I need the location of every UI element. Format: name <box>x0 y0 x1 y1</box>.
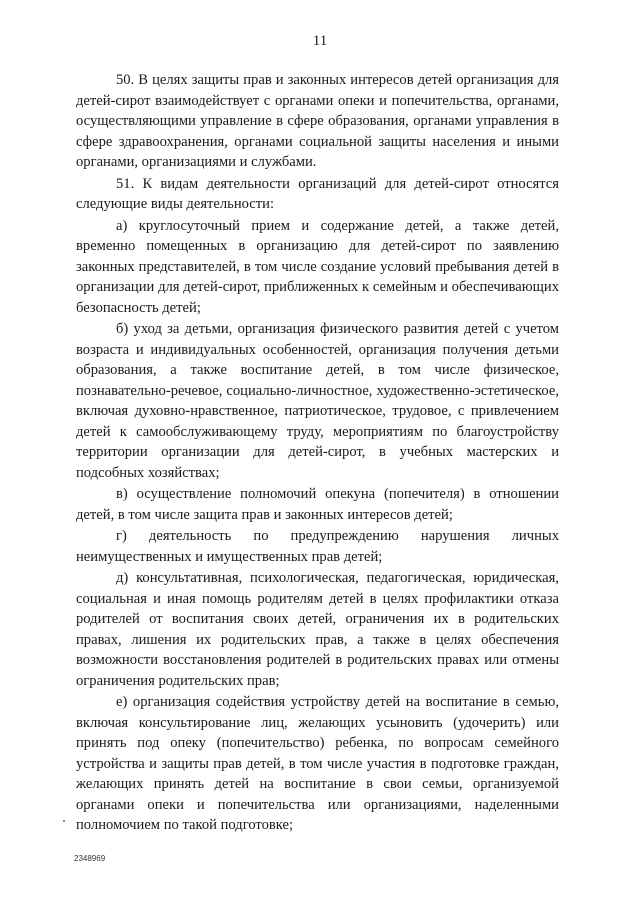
paragraph-51: 51. К видам деятельности организаций для детей-сирот относятся следующие виды деятельности: <box>76 175 559 212</box>
paragraph-51-d: д) консультативная, психологическая, педагогическая, юридическая, социальная и иная помощь родителям детей в целях профилактики отказа родителей от воспитания своих детей, ограничения их в родительских правах, лишения их родительских прав, а также в целях обеспечения возможности восстановления родителей в родительских правах или отмены ограничения родительских прав; <box>76 570 559 689</box>
document-code: 2348969 <box>74 854 106 863</box>
paragraph-51-e: е) организация содействия устройству детей на воспитание в семью, включая консультирование лиц, желающих усыновить (удочерить) или принять под опеку (попечительство) ребенка, по вопросам семейного устройства и защиты прав детей, в том числе участия в подготовке граждан, желающих принять детей на воспитание в свои семьи, организуемой органами опеки и попечительства или организациями, наделенными полномочием по такой подготовке; <box>76 694 559 833</box>
paragraph-51-v: в) осуществление полномочий опекуна (попечителя) в отношении детей, в том числе защита прав и законных интересов детей; <box>76 486 559 523</box>
page-number: 11 <box>312 33 328 49</box>
paragraph-51-b: б) уход за детьми, организация физического развития детей с учетом возраста и индивидуальных особенностей, организация получения детьми образования, а также воспитание детей, в том числе физическое, познавательно-речевое, социально-личностное, художественно-эстетическое, включая духовно-нравственное, патриотическое, трудовое, с привлечением детей к самообслуживающему труду, мероприятиям по благоустройству территории организации для детей-сирот, в учебных мастерских и подсобных хозяйствах; <box>76 321 559 481</box>
paragraph-51-a: а) круглосуточный прием и содержание детей, а также детей, временно помещенных в организацию для детей-сирот по заявлению законных представителей, в том числе создание условий пребывания детей в организации для детей-сирот, приближенных к семейным и обеспечивающих безопасность детей; <box>76 217 559 316</box>
scan-speck <box>63 820 65 822</box>
paragraph-50: 50. В целях защиты прав и законных интересов детей организация для детей-сирот взаимодействует с органами опеки и попечительства, органами, осуществляющими управление в сфере образования, органами управления в сфере здравоохранения, органами социальной защиты населения и иными органами, организациями и службами. <box>76 72 559 170</box>
document-body <box>76 70 559 837</box>
paragraph-51-g: г) деятельность по предупреждению нарушения личных неимущественных и имущественных прав детей; <box>76 528 559 565</box>
